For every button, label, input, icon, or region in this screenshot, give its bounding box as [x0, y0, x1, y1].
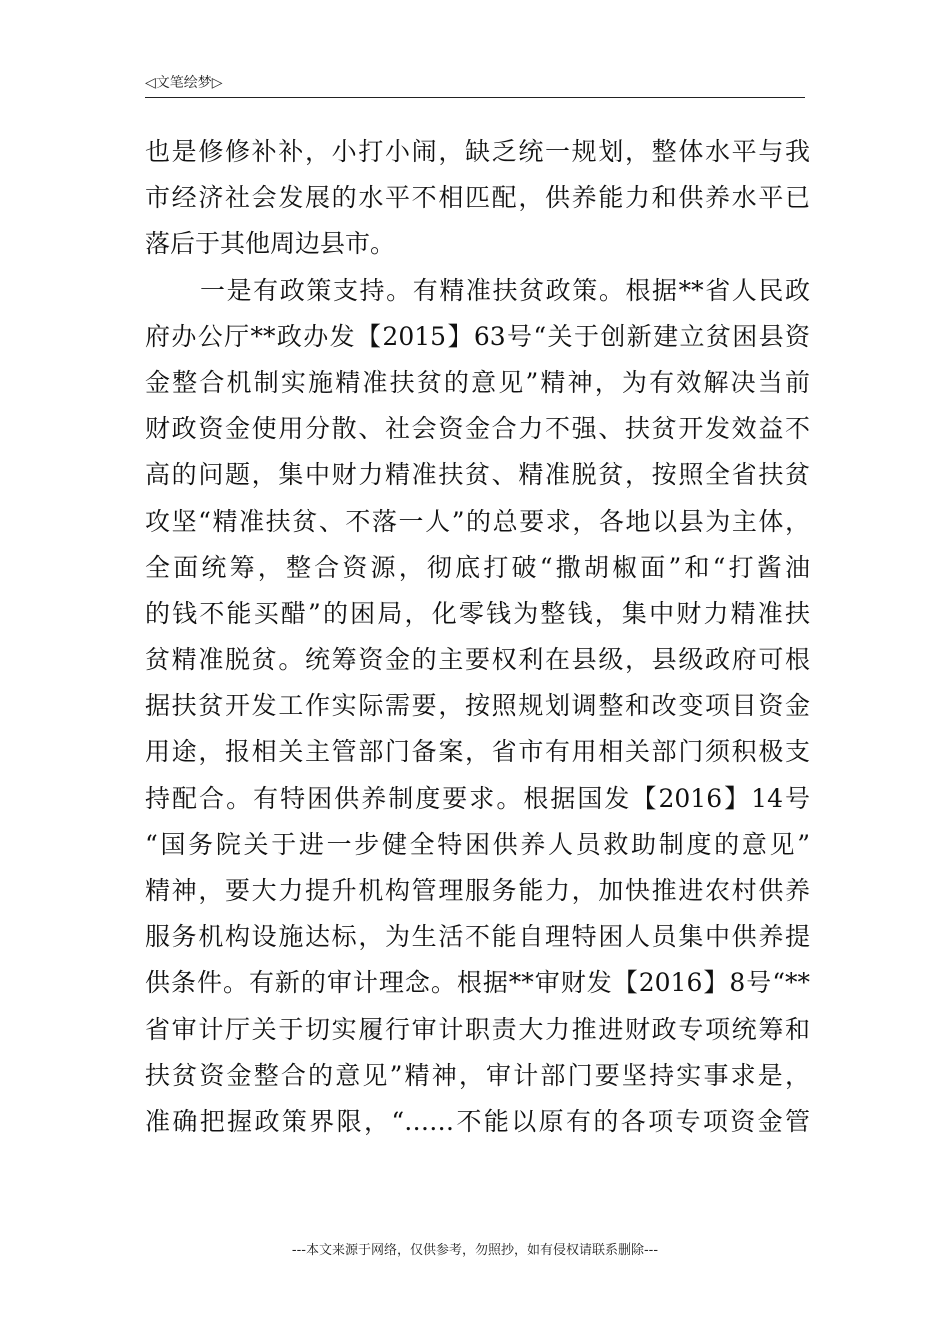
header-divider — [145, 97, 805, 98]
header-title: ◁文笔绘梦▷ — [145, 75, 223, 91]
document-body — [145, 129, 810, 1145]
text-line: 府办公厅**政办发【2015】63号“关于创新建立贫困县资 — [145, 321, 810, 351]
text-line: 持配合。有特困供养制度要求。根据国发【2016】14号 — [145, 783, 810, 813]
text-line: 一是有政策支持。有精准扶贫政策。根据**省人民政 — [200, 275, 810, 305]
text-line: 贫精准脱贫。统筹资金的主要权利在县级，县级政府可根 — [145, 645, 810, 675]
text-line: 精神，要大力提升机构管理服务能力，加快推进农村供养 — [145, 876, 810, 905]
paragraph-1 — [145, 129, 810, 268]
text-line: 的钱不能买醋”的困局，化零钱为整钱，集中财力精准扶 — [145, 598, 810, 628]
page-footer: ---本文来源于网络，仅供参考，勿照抄，如有侵权请联系删除--- — [291, 1243, 659, 1258]
text-line: 金整合机制实施精准扶贫的意见”精神，为有效解决当前 — [145, 367, 810, 397]
text-line: 落后于其他周边县市。 — [145, 229, 396, 259]
page-header — [145, 72, 805, 98]
text-line: 服务机构设施达标，为生活不能自理特困人员集中供养提 — [145, 922, 810, 952]
text-line: “国务院关于进一步健全特困供养人员救助制度的意见” — [145, 829, 810, 859]
text-line: 据扶贫开发工作实际需要，按照规划调整和改变项目资金 — [145, 691, 810, 721]
text-line: 财政资金使用分散、社会资金合力不强、扶贫开发效益不 — [145, 414, 810, 444]
text-line: 市经济社会发展的水平不相匹配，供养能力和供养水平已 — [145, 183, 810, 213]
text-line: 攻坚“精准扶贫、不落一人”的总要求，各地以县为主体， — [145, 506, 810, 536]
text-line: 也是修修补补，小打小闹，缺乏统一规划，整体水平与我 — [145, 137, 810, 166]
text-line: 用途，报相关主管部门备案，省市有用相关部门须积极支 — [145, 737, 810, 767]
text-line: 准确把握政策界限，“……不能以原有的各项专项资金管 — [145, 1106, 810, 1136]
text-line: 全面统筹，整合资源，彻底打破“撒胡椒面”和“打酱油 — [145, 552, 810, 582]
text-line: 供条件。有新的审计理念。根据**审财发【2016】8号“** — [145, 968, 810, 998]
text-line: 高的问题，集中财力精准扶贫、精准脱贫，按照全省扶贫 — [145, 460, 810, 490]
text-line: 省审计厅关于切实履行审计职责大力推进财政专项统筹和 — [145, 1014, 810, 1044]
text-line: 扶贫资金整合的意见”精神，审计部门要坚持实事求是， — [145, 1060, 810, 1090]
paragraph-2 — [145, 268, 810, 1146]
